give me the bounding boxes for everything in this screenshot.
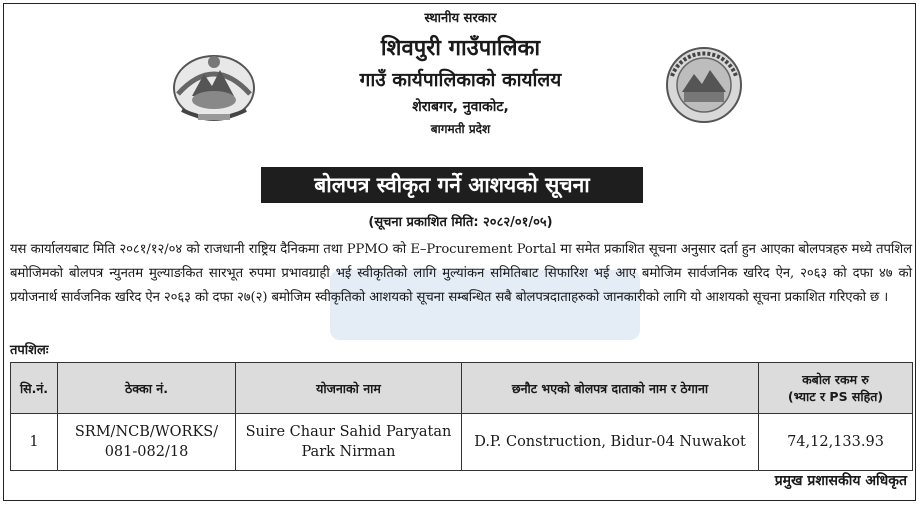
col-header-amount: [759, 363, 913, 414]
notice-body: यस कार्यालयबाट मिति २०८१/१२/०४ को राजधानी राष्ट्रिय दैनिकमा तथा PPMO को E–Procurement Portal मा समेत प्रकाशित सूचना अनुसार दर्ता हुन आएका बोलपत्रहरु मध्ये तपशिल बमोजिमको बोलपत्र न्युनतम मुल्याङकित सारभूत रुपमा प्रभावग्राही भई स्वीकृतिको लागि मुल्यांकन समितिबाट सिफारिश भई आए बमोजिम सार्वजनिक खरिद ऐन, २०६३ को दफा ४७ को प्रयोजनार्थ सार्वजनिक खरिद ऐन २०६३ को दफा २७(२) बमोजिम स्वीकृतिको आशयको सूचना सम्बन्धित सबै बोलपत्रदाताहरुको जानकारीको लागि यो आशयको सूचना प्रकाशित गरिएको छ ।: [10, 242, 912, 305]
notice-title-banner: बोलपत्र स्वीकृत गर्ने आशयको सूचना: [261, 167, 643, 203]
palika-name: शिवपुरी गाउँपालिका: [380, 36, 541, 61]
cell-project-name: [236, 414, 462, 471]
cell-contract-no: [58, 414, 236, 471]
office-name: गाउँ कार्यपालिकाको कार्यालय: [359, 69, 562, 91]
published-date: (सूचना प्रकाशित मिति: २०८२/०१/०५): [368, 215, 553, 230]
col-header-amount-line2: (भ्याट र PS सहित): [787, 389, 884, 404]
header: [0, 6, 921, 137]
cell-amount: 74,12,133.93: [759, 414, 913, 471]
details-label: तपशिलः: [10, 343, 49, 358]
cell-sn: 1: [11, 414, 58, 471]
signoff: प्रमुख प्रशासकीय अधिकृत: [774, 473, 907, 489]
cell-bidder: D.P. Construction, Bidur-04 Nuwakot: [462, 414, 759, 471]
project-line2: Park Nirman: [301, 444, 396, 460]
contract-no-line2: 081-082/18: [104, 444, 189, 460]
col-header-contract-no: ठेक्का नं.: [58, 363, 236, 414]
col-header-bidder: छनौट भएको बोलपत्र दाताको नाम र ठेगाना: [462, 363, 759, 414]
address: शेराबगर, नुवाकोट,: [412, 99, 509, 115]
contract-no-line1: SRM/NCB/WORKS/: [74, 424, 219, 440]
col-header-amount-line1: कबोल रकम रु: [802, 372, 869, 387]
province: बागमती प्रदेश: [430, 122, 491, 136]
col-header-project-name: योजनाको नाम: [236, 363, 462, 414]
table-row: [11, 414, 913, 471]
col-header-sn: सि.नं.: [11, 363, 58, 414]
table-header-row: [11, 363, 913, 414]
award-table: [10, 362, 913, 471]
project-line1: Suire Chaur Sahid Paryatan: [245, 424, 452, 440]
government-label: स्थानीय सरकार: [424, 11, 497, 26]
